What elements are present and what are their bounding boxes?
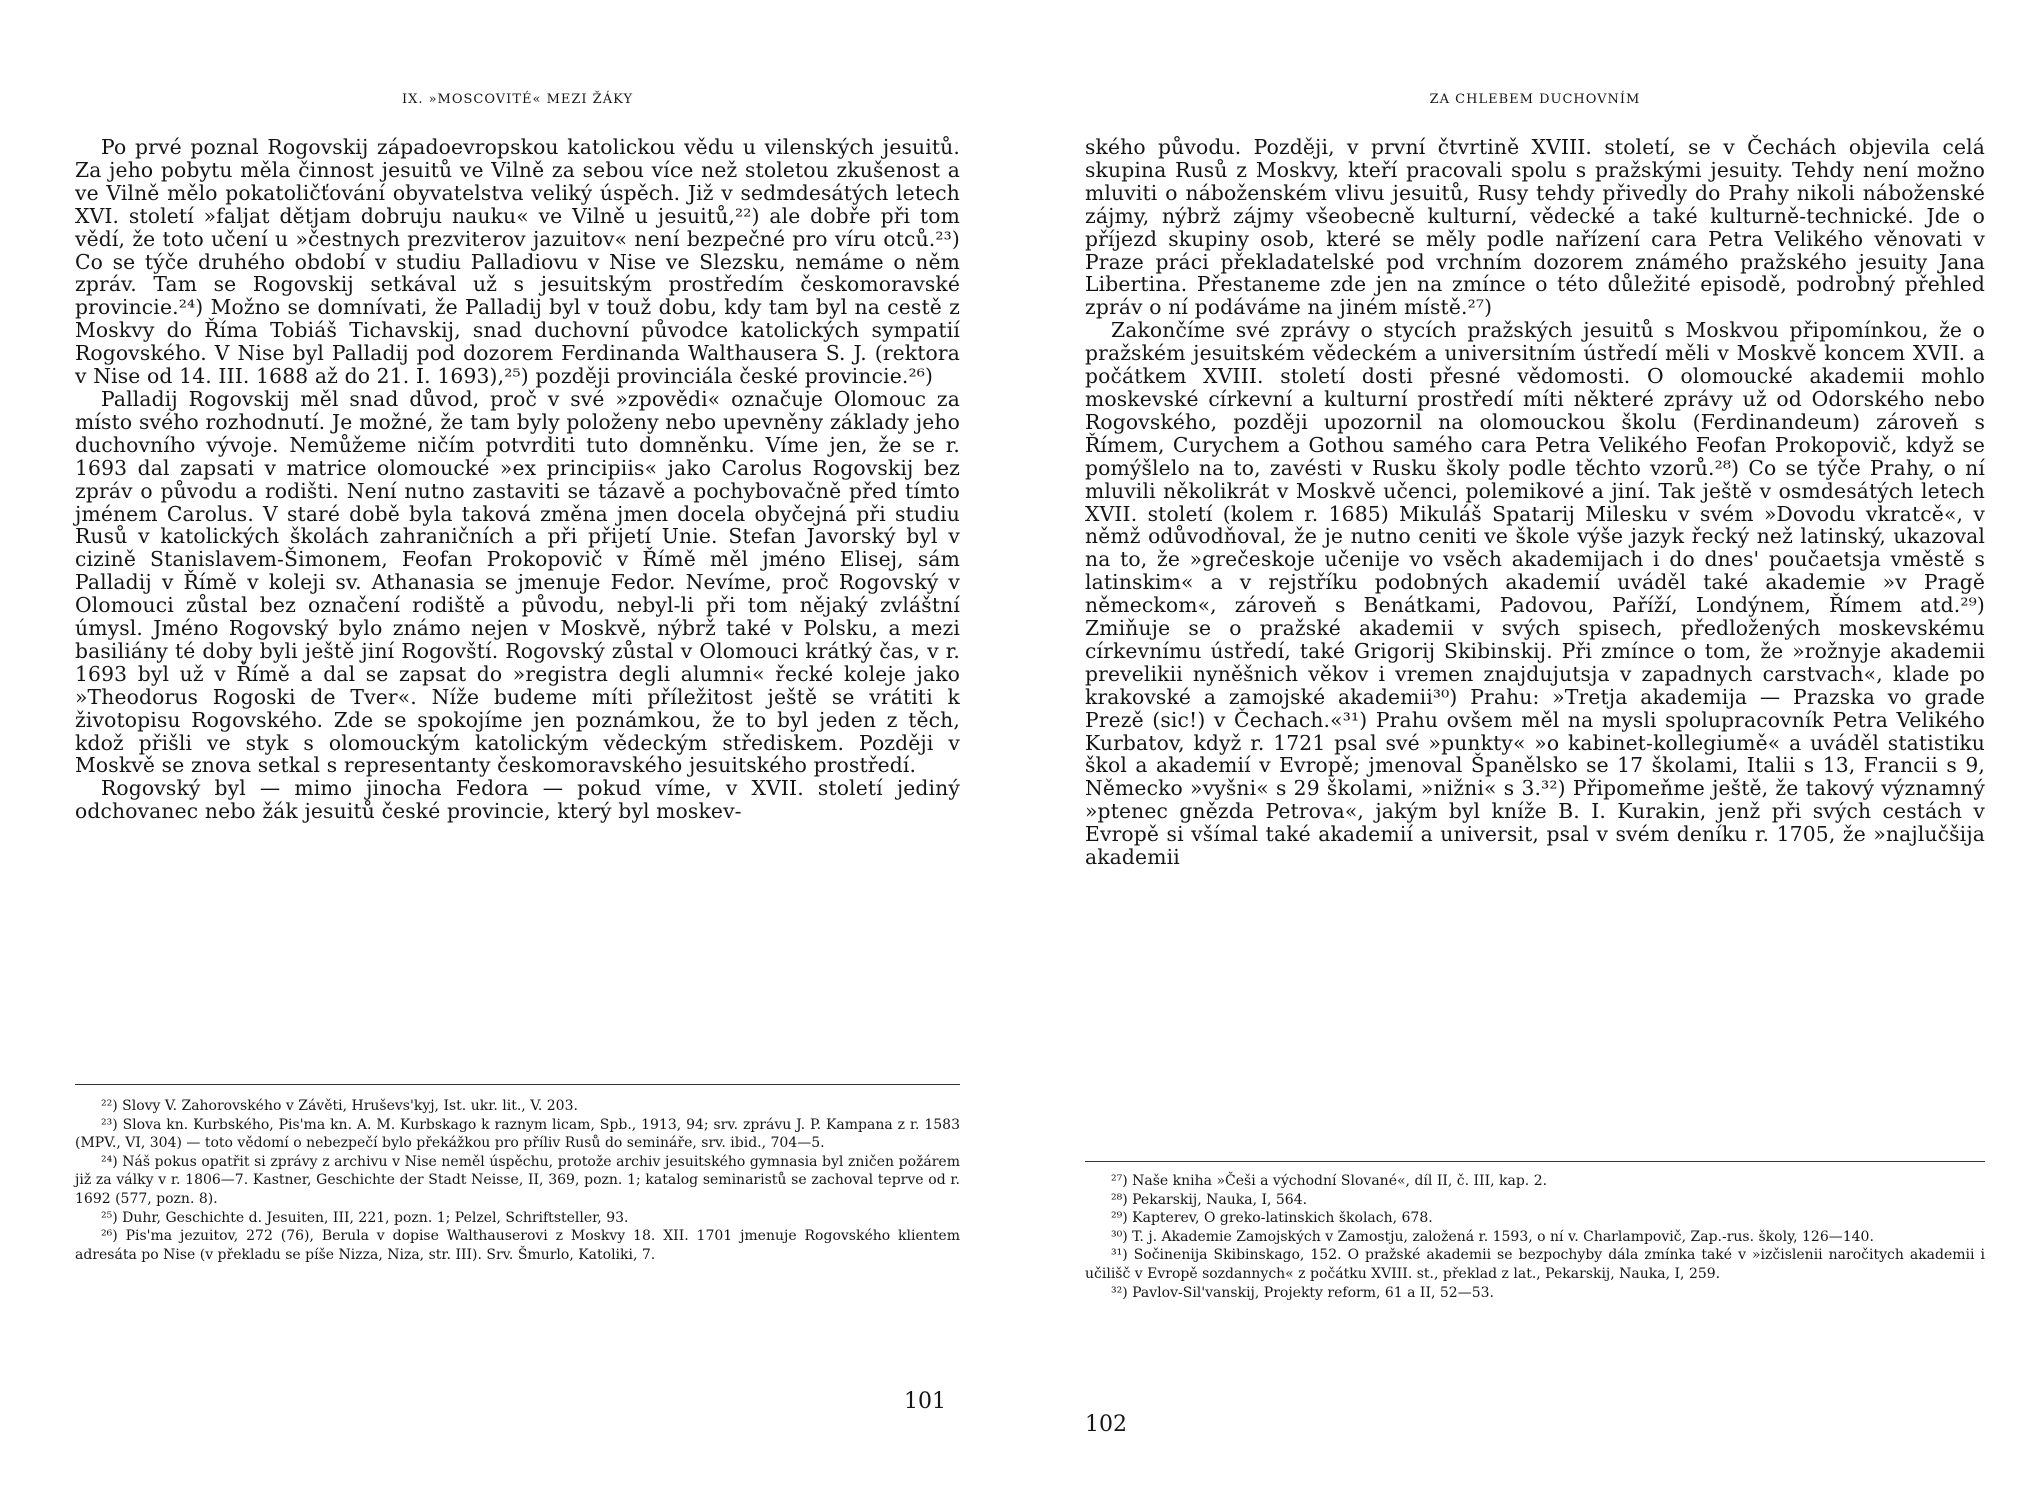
- paragraph: Palladij Rogovskij měl snad důvod, proč v své »zpovědi« označuje Olomouc za místo svého rozhodnutí. Je možné, že tam byly položeny nebo upevněny základy jeho duchovního vývoje. Nemůžeme ničím potvrditi tuto domněnku. Víme jen, že se r. 1693 dal zapsati v matrice olomoucké »ex principiis« jako Carolus Rogovskij bez zpráv o původu a rodišti. Není nutno zastaviti se tázavě a pochybovačně před tímto jménem Carolus. V staré době byla taková změna jmen docela obyčejná při studiu Rusů v katolických školách zahraničních a při přijetí Unie. Stefan Javorský byl v cizině Stanislavem-Šimonem, Feofan Prokopovič v Římě měl jméno Elisej, sám Palladij v Římě v koleji sv. Athanasia se jmenuje Fedor. Nevíme, proč Rogovský v Olomouci zůstal bez označení rodiště a původu, nebyl-li při tom nějaký zvláštní úmysl. Jméno Rogovský bylo známo nejen v Moskvě, nýbrž také v Polsku, a mezi basiliány té doby byli ještě jiní Rogovští. Rogovský zůstal v Olomouci krátký čas, v r. 1693 byl už v Římě a dal se zapsat do »registra degli alumni« řecké koleje jako »Theodorus Rogoski de Tver«. Níže budeme míti příležitost ještě se vrátiti k životopisu Rogovského. Zde se spokojíme jen poznámkou, že to byl jeden z těch, kdož přišli ve styk s olomouckým katolickým vědeckým střediskem. Později v Moskvě se znova setkal s representanty českomoravského jesuitského prostředí.: [75, 386, 960, 778]
- paragraph: ského původu. Později, v první čtvrtině XVIII. století, se v Čechách objevila celá skupina Rusů z Moskvy, kteří pracovali spolu s pražskými jesuity. Tehdy není možno mluviti o náboženském vlivu jesuitů, Rusy tehdy přivedly do Prahy nikoli náboženské zájmy, nýbrž zájmy všeobecně kulturní, vědecké a také kulturně-technické. Jde o příjezd skupiny osob, které se měly podle nařízení cara Petra Velikého věnovati v Praze práci překladatelské pod vrchním dozorem známého pražského jesuity Jana Libertina. Přestaneme zde jen na zmínce o této důležité episodě, podrobný přehled zpráv o ní podáváme na jiném místě.²⁷): [1085, 135, 1985, 320]
- paragraph: Rogovský byl — mimo jinocha Fedora — pokud víme, v XVII. století jediný odchovanec nebo žák jesuitů české provincie, který byl moskev-: [75, 776, 960, 824]
- footnote: ²⁸) Pekarskij, Nauka, I, 564.: [1111, 1191, 1308, 1208]
- footnote: ³⁰) T. j. Akademie Zamojských v Zamostju, založená r. 1593, o ní v. Charlampovič, Zap.-rus. školy, 126—140.: [1111, 1228, 1874, 1245]
- paragraph: Zakončíme své zprávy o stycích pražských jesuitů s Moskvou připomínkou, že o pražském jesuitském vědeckém a universitním ústředí měli v Moskvě koncem XVII. a počátkem XVIII. století dosti přesné vědomosti. O olomoucké akademii mohlo moskevské církevní a kulturní prostředí míti některé zprávy už od Odorského nebo Rogovského, později upozornil na olomouckou školu (Ferdinandeum) zároveň s Římem, Curychem a Gothou samého cara Petra Velikého Feofan Prokopovič, když se pomýšlelo na to, zavésti v Rusku školy podle těchto vzorů.²⁸) Co se týče Prahy, o ní mluvili několikrát v Moskvě učenci, polemikové a jiní. Tak ještě v osmdesátých letech XVII. století (kolem r. 1685) Mikuláš Spatarij Milesku v svém »Dovodu vkratcě«, v němž odůvodňoval, že je nutno ceniti ve škole výše jazyk řecký než latinský, ukazoval na to, že »grečeskoje učenije vo vsěch akademijach i do dnes' poučaetsja vměstě s latinskim« a v rejstříku podobných akademií uváděl také akademie »v Pragě německom«, zároveň s Benátkami, Padovou, Paříží, Londýnem, Římem atd.²⁹) Zmiňuje se o pražské akademii v svých spisech, předložených moskevskému církevnímu ústředí, také Grigorij Skibinskij. Při zmínce o tom, že »rožnyje akademii prevelikii nyněšnich věkov i vremen znajdujutsja v zapadnych carstvach«, klade po krakovské a zamojské akademii³⁰) Prahu: »Tretja akademija — Prazska vo grade Prezě (sic!) v Čechach.«³¹) Prahu ovšem měl na mysli spolupracovník Petra Velikého Kurbatov, když r. 1721 psal své »punkty« »o kabinet-kollegiumě« a uváděl statistiku škol a akademií v Evropě; jmenoval Španělsko se 17 školami, Italii s 13, Francii s 9, Německo »vyšni« s 29 školami, »nižni« s 3.³²) Připomeňme ještě, že takový významný »ptenec gnězda Petrova«, jakým byl kníže B. I. Kurakin, jenž při svých cestách v Evropě si všímal také akademií a universit, psal v svém deníku r. 1705, že »najlučšija akademii: [1085, 318, 1985, 870]
- footnote: ²⁵) Duhr, Geschichte d. Jesuiten, III, 221, pozn. 1; Pelzel, Schriftsteller, 93.: [101, 1209, 629, 1226]
- footnote-divider: [75, 1084, 960, 1085]
- footnote: ²⁶) Pis'ma jezuitov, 272 (76), Berula v dopise Walthauserovi z Moskvy 18. XII. 1701 jmenuje Rogovského klientem adresáta po Nise (v překladu se píše Nizza, Niza, str. III). Srv. Šmurlo, Katoliki, 7.: [75, 1228, 960, 1263]
- footnote: ²²) Slovy V. Zahorovského v Závěti, Hruševs'kyj, Ist. ukr. lit., V. 203.: [101, 1098, 578, 1114]
- footnote-divider: [1085, 1161, 1985, 1162]
- body-text: [1085, 136, 1985, 869]
- footnote: ²³) Slova kn. Kurbského, Pis'ma kn. A. M. Kurbskago k raznym licam, Spb., 1913, 94; srv. zprávu J. P. Kampana z r. 1583 (MPV., VI, 304) — toto vědomí o nebezpečí bylo překážkou pro příliv Rusů do semináře, srv. ibid., 704—5.: [75, 1116, 960, 1152]
- footnote: ³¹) Sočinenija Skibinskago, 152. O pražské akademii se bezpochyby dála zmínka také v »izčislenii naročitych akademii i učilišč v Evropě sozdannych« z počátku XVIII. st., překlad z lat., Pekarskij, Nauka, I, 259.: [1085, 1247, 1985, 1282]
- footnote: ²⁹) Kapterev, O greko-latinskich školach, 678.: [1111, 1210, 1433, 1227]
- footnote: ²⁷) Naše kniha »Češi a východní Slované«, díl II, č. III, kap. 2.: [1111, 1173, 1548, 1189]
- body-text: [75, 136, 960, 823]
- running-head: ZA CHLEBEM DUCHOVNÍM: [1429, 92, 1641, 107]
- footnote: ³²) Pavlov-Sil'vanskij, Projekty reform, 61 a II, 52—53.: [1111, 1284, 1494, 1301]
- page-number: 101: [904, 1389, 946, 1414]
- footnote: ²⁴) Náš pokus opatřit si zprávy z archivu v Nise neměl úspěchu, protože archiv jesuitského gymnasia byl zničen požárem již za války v r. 1806—7. Kastner, Geschichte der Stadt Neisse, II, 369, pozn. 1; katalog seminaristů se zachoval teprve od r. 1692 (577, pozn. 8).: [75, 1153, 960, 1207]
- footnotes: [1085, 1172, 1985, 1302]
- page-number: 102: [1085, 1412, 1127, 1437]
- footnotes: [75, 1097, 960, 1264]
- paragraph: Po prvé poznal Rogovskij západoevropskou katolickou vědu u vilenských jesuitů. Za jeho pobytu měla činnost jesuitů ve Vilně za sebou více než stoletou zkušenost a ve Vilně mělo pokatoličťování obyvatelstva veliký úspěch. Již v sedmdesátých letech XVI. století »faljat dětjam dobruju nauku« ve Vilně u jesuitů,²²) ale dobře při tom vědí, že toto učení u »čestnych prezviterov jazuitov« není bezpečné pro víru otců.²³) Co se týče druhého období v studiu Palladiovu v Nise ve Slezsku, nemáme o něm zpráv. Tam se Rogovskij setkával už s jesuitským prostředím českomoravské provincie.²⁴) Možno se domnívati, že Palladij byl v touž dobu, kdy tam byl na cestě z Moskvy do Říma Tobiáš Tichavskij, snad duchovní původce katolických sympatií Rogovského. V Nise byl Palladij pod dozorem Ferdinanda Walthausera S. J. (rektora v Nise od 14. III. 1688 až do 21. I. 1693),²⁵) později provinciála české provincie.²⁶): [75, 135, 960, 389]
- running-head: IX. »MOSCOVITÉ« MEZI ŽÁKY: [401, 92, 634, 107]
